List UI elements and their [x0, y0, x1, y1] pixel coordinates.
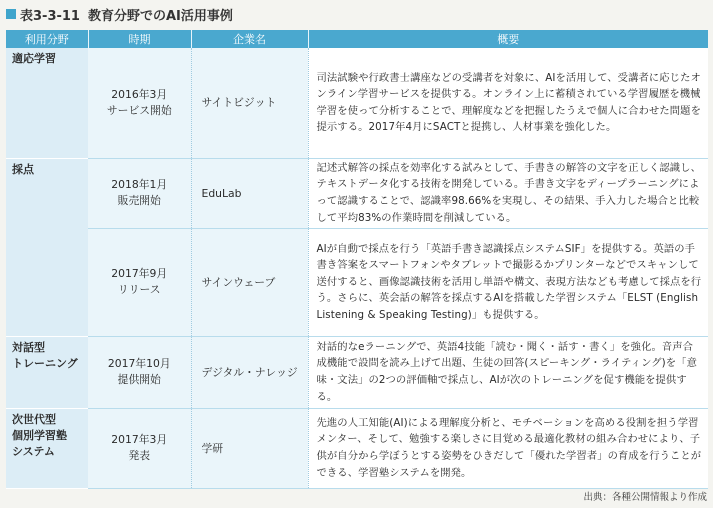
period-date: 2017年3月 [111, 433, 168, 446]
table-row [6, 336, 708, 408]
period-cell [88, 408, 191, 488]
summary-cell: AIが自動で採点を行う「英語手書き認識採点システムSIF」を提供する。英語の手書き答案をスマートフォンやタブレットで撮影るかプリンターなどでスキャンして送付すると、画像認識技術を活用し単語や構文、表現方法なども考慮して採点を行う。さらに、英会話の解答を採点するAIを搭載した学習システム「ELST (English Listening & Speaking Testing)」も提供する。 [308, 228, 708, 336]
category-label-line: 個別学習塾 [12, 428, 67, 442]
period-date: 2017年10月 [107, 357, 171, 370]
table-row [6, 228, 708, 336]
period-status: 販売開始 [117, 194, 161, 207]
header-summary: 概要 [308, 30, 708, 48]
table-row [6, 408, 708, 488]
period-date: 2016年3月 [111, 87, 168, 101]
category-cell [6, 48, 88, 158]
table-caption: 教育分野でのAI活用事例 [87, 8, 233, 24]
period-status: 発表 [128, 449, 151, 462]
header-row [6, 30, 708, 48]
category-cell [6, 408, 88, 488]
category-label-line: 対話型 [12, 340, 45, 354]
title-marker-icon [6, 9, 16, 19]
period-date: 2017年9月 [111, 267, 168, 280]
period-date: 2018年1月 [111, 178, 168, 191]
period-cell [88, 48, 191, 158]
company-cell: デジタル・ナレッジ [191, 336, 308, 408]
category-label: 適応学習 [12, 52, 56, 65]
company-cell: EduLab [191, 158, 308, 228]
ai-education-cases-table [6, 30, 708, 489]
category-label: 採点 [12, 162, 34, 176]
header-field: 利用分野 [6, 30, 88, 48]
category-cell [6, 336, 88, 408]
header-period: 時期 [88, 30, 191, 48]
category-label-line: トレーニング [12, 356, 78, 370]
category-cell [6, 158, 88, 336]
table-row [6, 48, 708, 158]
summary-cell: 記述式解答の採点を効率化する試みとして、手書きの解答の文字を正しく認識し、テキストデータ化する技術を開発している。手書き文字をディープラーニングによって認識することで、認識率98.66%を実現し、その結果、手入力した場合と比較して平均83%の作業時間を削減している。 [308, 158, 708, 228]
period-status: リリース [117, 283, 161, 296]
source-note: 出典：各種公開情報より作成 [583, 492, 707, 503]
company-cell: 学研 [191, 408, 308, 488]
table-row [6, 158, 708, 228]
summary-cell: 対話的なeラーニングで、英語4技能「読む・聞く・話す・書く」を強化。音声合成機能で設問を読み上げて出題、生徒の回答(スピーキング・ライティング)を「意味・文法」の2つの評価軸で採点し、AIが次のトレーニングを促す機能を提供する。 [308, 336, 708, 408]
period-cell [88, 158, 191, 228]
header-company: 企業名 [191, 30, 308, 48]
company-cell: サインウェーブ [191, 228, 308, 336]
period-status: 提供開始 [117, 373, 161, 386]
category-label-line: システム [12, 444, 55, 458]
company-cell: サイトビジット [191, 48, 308, 158]
period-status: サービス開始 [106, 103, 172, 117]
table-number: 表3-3-11 [20, 8, 80, 24]
summary-cell: 先進の人工知能(AI)による理解度分析と、モチベーションを高める役割を担う学習メンター、そして、勉強する楽しさに目覚める最適化教材の組み合わせにより、子供が自分から学ぼうとする姿勢をひきだして「優れた学習者」の育成を行うことができる、学習塾システムを開発。 [308, 408, 708, 488]
period-cell [88, 336, 191, 408]
table-title [6, 4, 233, 24]
category-label-line: 次世代型 [12, 412, 56, 426]
period-cell [88, 228, 191, 336]
summary-cell: 司法試験や行政書士講座などの受講者を対象に、AIを活用して、受講者に応じたオンライン学習サービスを提供する。オンライン上に蓄積されている学習履歴を機械学習を使って分析することで、理解度などを把握したうえで個人に合わせた問題を提示する。2017年4月にSACTと提携し、人材事業を強化した。 [308, 48, 708, 158]
